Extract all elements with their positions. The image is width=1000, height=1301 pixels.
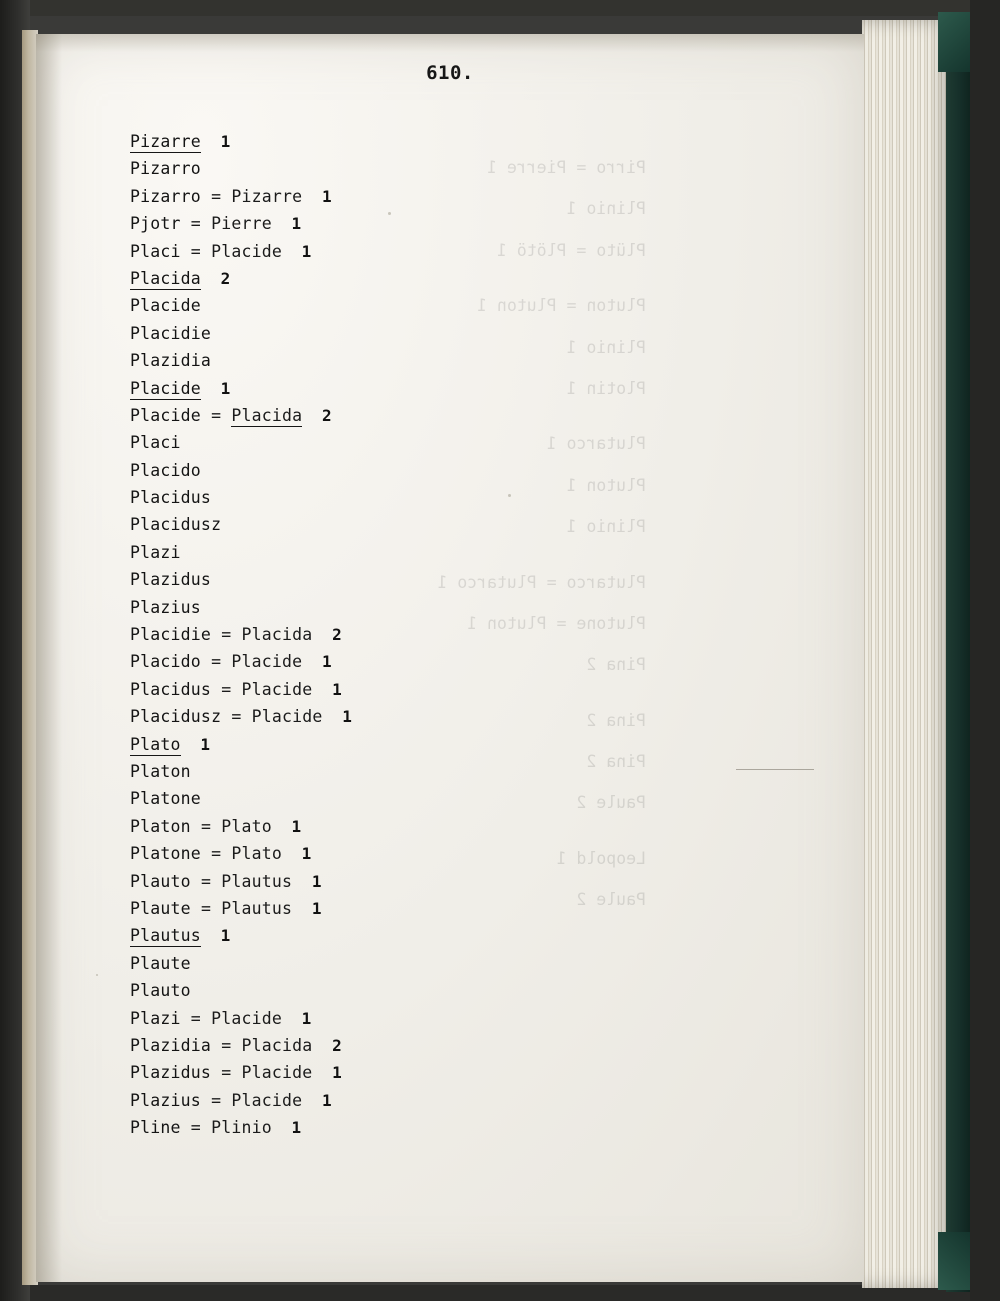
show-through-line: Plutone = Pluton 1: [467, 613, 646, 633]
entry-count: 1: [302, 186, 332, 206]
show-through-line: Leopold 1: [556, 848, 646, 868]
entry-headword: Plaute: [130, 898, 191, 918]
entry-headword: Platone: [130, 844, 201, 864]
entry-count: 1: [312, 679, 342, 699]
entry-headword: Plazidia: [130, 351, 212, 371]
paper-speck: [508, 494, 511, 497]
entry-equals-sign: =: [180, 241, 212, 261]
entry-count: 2: [200, 268, 231, 288]
index-entry: [130, 155, 770, 182]
entry-headword: Pjotr: [130, 214, 181, 234]
index-entry: [130, 1059, 770, 1086]
index-entry: [130, 676, 770, 703]
index-entry: [130, 1005, 770, 1032]
book-page: [36, 34, 864, 1282]
entry-equals-sign: =: [200, 1090, 232, 1110]
entry-headword: Placidus: [130, 488, 212, 508]
index-entry: [130, 457, 770, 484]
entry-headword: Placi: [130, 241, 181, 261]
entry-equals-sign: =: [211, 1035, 242, 1055]
index-entry: [130, 320, 770, 347]
index-entry: [130, 648, 770, 675]
entry-headword: Pizarro: [130, 159, 201, 179]
entry-target: Placide: [211, 1008, 283, 1028]
entry-headword: Plazidia: [130, 1035, 212, 1055]
show-through-line: Pina 2: [586, 710, 646, 730]
entry-headword: Placi: [130, 433, 181, 453]
entry-headword: Platon: [130, 816, 191, 836]
entry-target: Plautus: [221, 898, 293, 918]
entry-headword: Placidusz: [130, 515, 222, 535]
entry-equals-sign: =: [180, 214, 212, 234]
show-through-line: Plinio 1: [566, 337, 646, 357]
index-entry: [130, 950, 770, 977]
entry-headword: Platon: [130, 761, 191, 781]
index-entry: [130, 183, 770, 210]
entry-count: 1: [180, 734, 211, 754]
entry-count: 2: [312, 1035, 342, 1055]
entry-headword: Plaute: [130, 953, 191, 973]
show-through-line: Plinio 1: [566, 517, 646, 537]
entry-equals-sign: =: [211, 1063, 242, 1083]
index-entry: [130, 128, 770, 155]
entry-equals-sign: =: [221, 707, 252, 727]
entry-target: Placida: [241, 625, 313, 645]
entry-headword: Placido: [130, 460, 201, 480]
entry-headword: Placidus: [130, 679, 212, 699]
entry-target: Placide: [251, 707, 323, 727]
page-gutter-shadow: [36, 34, 62, 1282]
entry-target: Placide: [241, 679, 313, 699]
page-number: 610.: [426, 62, 474, 84]
index-entry: [130, 347, 770, 374]
entry-count: 1: [271, 214, 302, 234]
entry-headword: Placide: [130, 378, 201, 398]
entry-target: Placida: [231, 405, 303, 425]
index-entry: [130, 895, 770, 922]
entry-equals-sign: =: [200, 186, 232, 206]
show-through-line: Pina 2: [586, 752, 646, 772]
book-cover-right: [946, 12, 972, 1292]
entry-target: Pizarre: [231, 186, 303, 206]
entry-count: 1: [200, 378, 231, 398]
entry-count: 1: [312, 1063, 342, 1083]
entry-headword: Pline: [130, 1118, 181, 1138]
show-through-line: Plutarco 1: [546, 434, 646, 454]
entry-headword: Plazius: [130, 597, 201, 617]
entry-count: 1: [200, 926, 231, 946]
entry-count: 1: [282, 844, 312, 864]
entry-headword: Placidusz: [130, 707, 222, 727]
entry-equals-sign: =: [211, 679, 242, 699]
entry-target: Plato: [231, 844, 283, 864]
show-through-line: Paule 2: [576, 890, 646, 910]
entry-headword: Pizarre: [130, 132, 201, 151]
scan-right-background: [970, 0, 1000, 1301]
entry-count: 1: [282, 241, 312, 261]
entry-count: 1: [200, 132, 231, 151]
index-entry: [130, 703, 770, 730]
entry-count: 1: [292, 871, 322, 891]
index-entry: [130, 731, 770, 758]
index-entry: [130, 922, 770, 949]
entry-headword: Plazidus: [130, 1063, 212, 1083]
entry-target: Placide: [241, 1063, 313, 1083]
entry-equals-sign: =: [190, 898, 222, 918]
index-entry: [130, 758, 770, 785]
index-entry: [130, 539, 770, 566]
entry-count: 2: [302, 405, 332, 425]
entry-headword: Plauto: [130, 871, 191, 891]
entry-equals-sign: =: [190, 871, 222, 891]
show-through-line: Pluton 1: [566, 475, 646, 495]
index-entry: [130, 375, 770, 402]
index-entry: [130, 1114, 770, 1141]
entry-target: Plautus: [221, 871, 293, 891]
entry-headword: Placide: [130, 296, 201, 316]
entry-headword: Plautus: [130, 926, 201, 946]
entry-equals-sign: =: [190, 816, 222, 836]
entry-headword: Plato: [130, 734, 181, 754]
entry-count: 1: [282, 1008, 312, 1028]
entry-count: 1: [292, 898, 322, 918]
show-through-line: Paule 2: [576, 793, 646, 813]
entry-count: 1: [302, 1090, 332, 1110]
show-through-line: Plutarco = Plutarco 1: [437, 572, 646, 592]
paper-speck: [388, 212, 391, 215]
entry-headword: Pizarro: [130, 186, 201, 206]
index-entry: [130, 402, 770, 429]
entry-count: 1: [302, 652, 332, 672]
entry-count: 2: [312, 625, 342, 645]
entry-equals-sign: =: [200, 405, 232, 425]
entry-equals-sign: =: [211, 625, 242, 645]
show-through-line: Plinio 1: [566, 199, 646, 219]
entry-headword: Placida: [130, 268, 201, 288]
entry-count: 1: [322, 707, 353, 727]
entry-equals-sign: =: [200, 652, 232, 672]
entry-headword: Plazidus: [130, 570, 212, 590]
page-hairline-mark: [736, 769, 814, 770]
index-entry: [130, 292, 770, 319]
show-through-line: Plüto = Plötö 1: [496, 240, 646, 260]
entry-headword: Placide: [130, 405, 201, 425]
entry-target: Pierre: [211, 214, 272, 234]
entry-target: Placide: [231, 1090, 303, 1110]
index-entry: [130, 785, 770, 812]
entry-headword: Placidie: [130, 323, 212, 343]
entry-target: Placide: [231, 652, 303, 672]
entry-headword: Plauto: [130, 981, 191, 1001]
scan-bottom-background: [0, 1285, 1000, 1301]
show-through-line: Pina 2: [586, 655, 646, 675]
index-entry: [130, 238, 770, 265]
index-entry: [130, 1032, 770, 1059]
entry-headword: Plazi: [130, 1008, 181, 1028]
entry-headword: Plazius: [130, 1090, 201, 1110]
page-stack-edges: [862, 20, 952, 1288]
entry-headword: Placido: [130, 652, 201, 672]
entry-target: Placide: [211, 241, 283, 261]
entry-target: Placida: [241, 1035, 313, 1055]
entry-target: Plato: [221, 816, 272, 836]
entry-count: 1: [271, 816, 302, 836]
show-through-line: Pirro = Pierre 1: [487, 158, 646, 177]
index-entry: [130, 566, 770, 593]
index-entry: [130, 977, 770, 1004]
entry-equals-sign: =: [180, 1118, 212, 1138]
show-through-line: Plotin 1: [566, 378, 646, 398]
index-entry: [130, 594, 770, 621]
entry-equals-sign: =: [180, 1008, 212, 1028]
entry-headword: Placidie: [130, 625, 212, 645]
show-through-line: Pluton = Pluton 1: [477, 296, 646, 316]
index-entry-list: [130, 128, 770, 1141]
entry-count: 1: [271, 1118, 302, 1138]
index-entry: [130, 840, 770, 867]
entry-equals-sign: =: [200, 844, 232, 864]
index-entry: [130, 813, 770, 840]
paper-speck: [96, 974, 98, 976]
entry-headword: Plazi: [130, 542, 181, 562]
index-entry: [130, 511, 770, 538]
entry-target: Plinio: [211, 1118, 272, 1138]
index-entry: [130, 621, 770, 648]
index-entry: [130, 429, 770, 456]
index-entry: [130, 1087, 770, 1114]
index-entry: [130, 868, 770, 895]
entry-headword: Platone: [130, 789, 201, 809]
index-entry: [130, 265, 770, 292]
scan-top-background: [0, 0, 1000, 16]
page-top-shadow: [36, 34, 864, 52]
index-entry: [130, 210, 770, 237]
index-entry: [130, 484, 770, 511]
